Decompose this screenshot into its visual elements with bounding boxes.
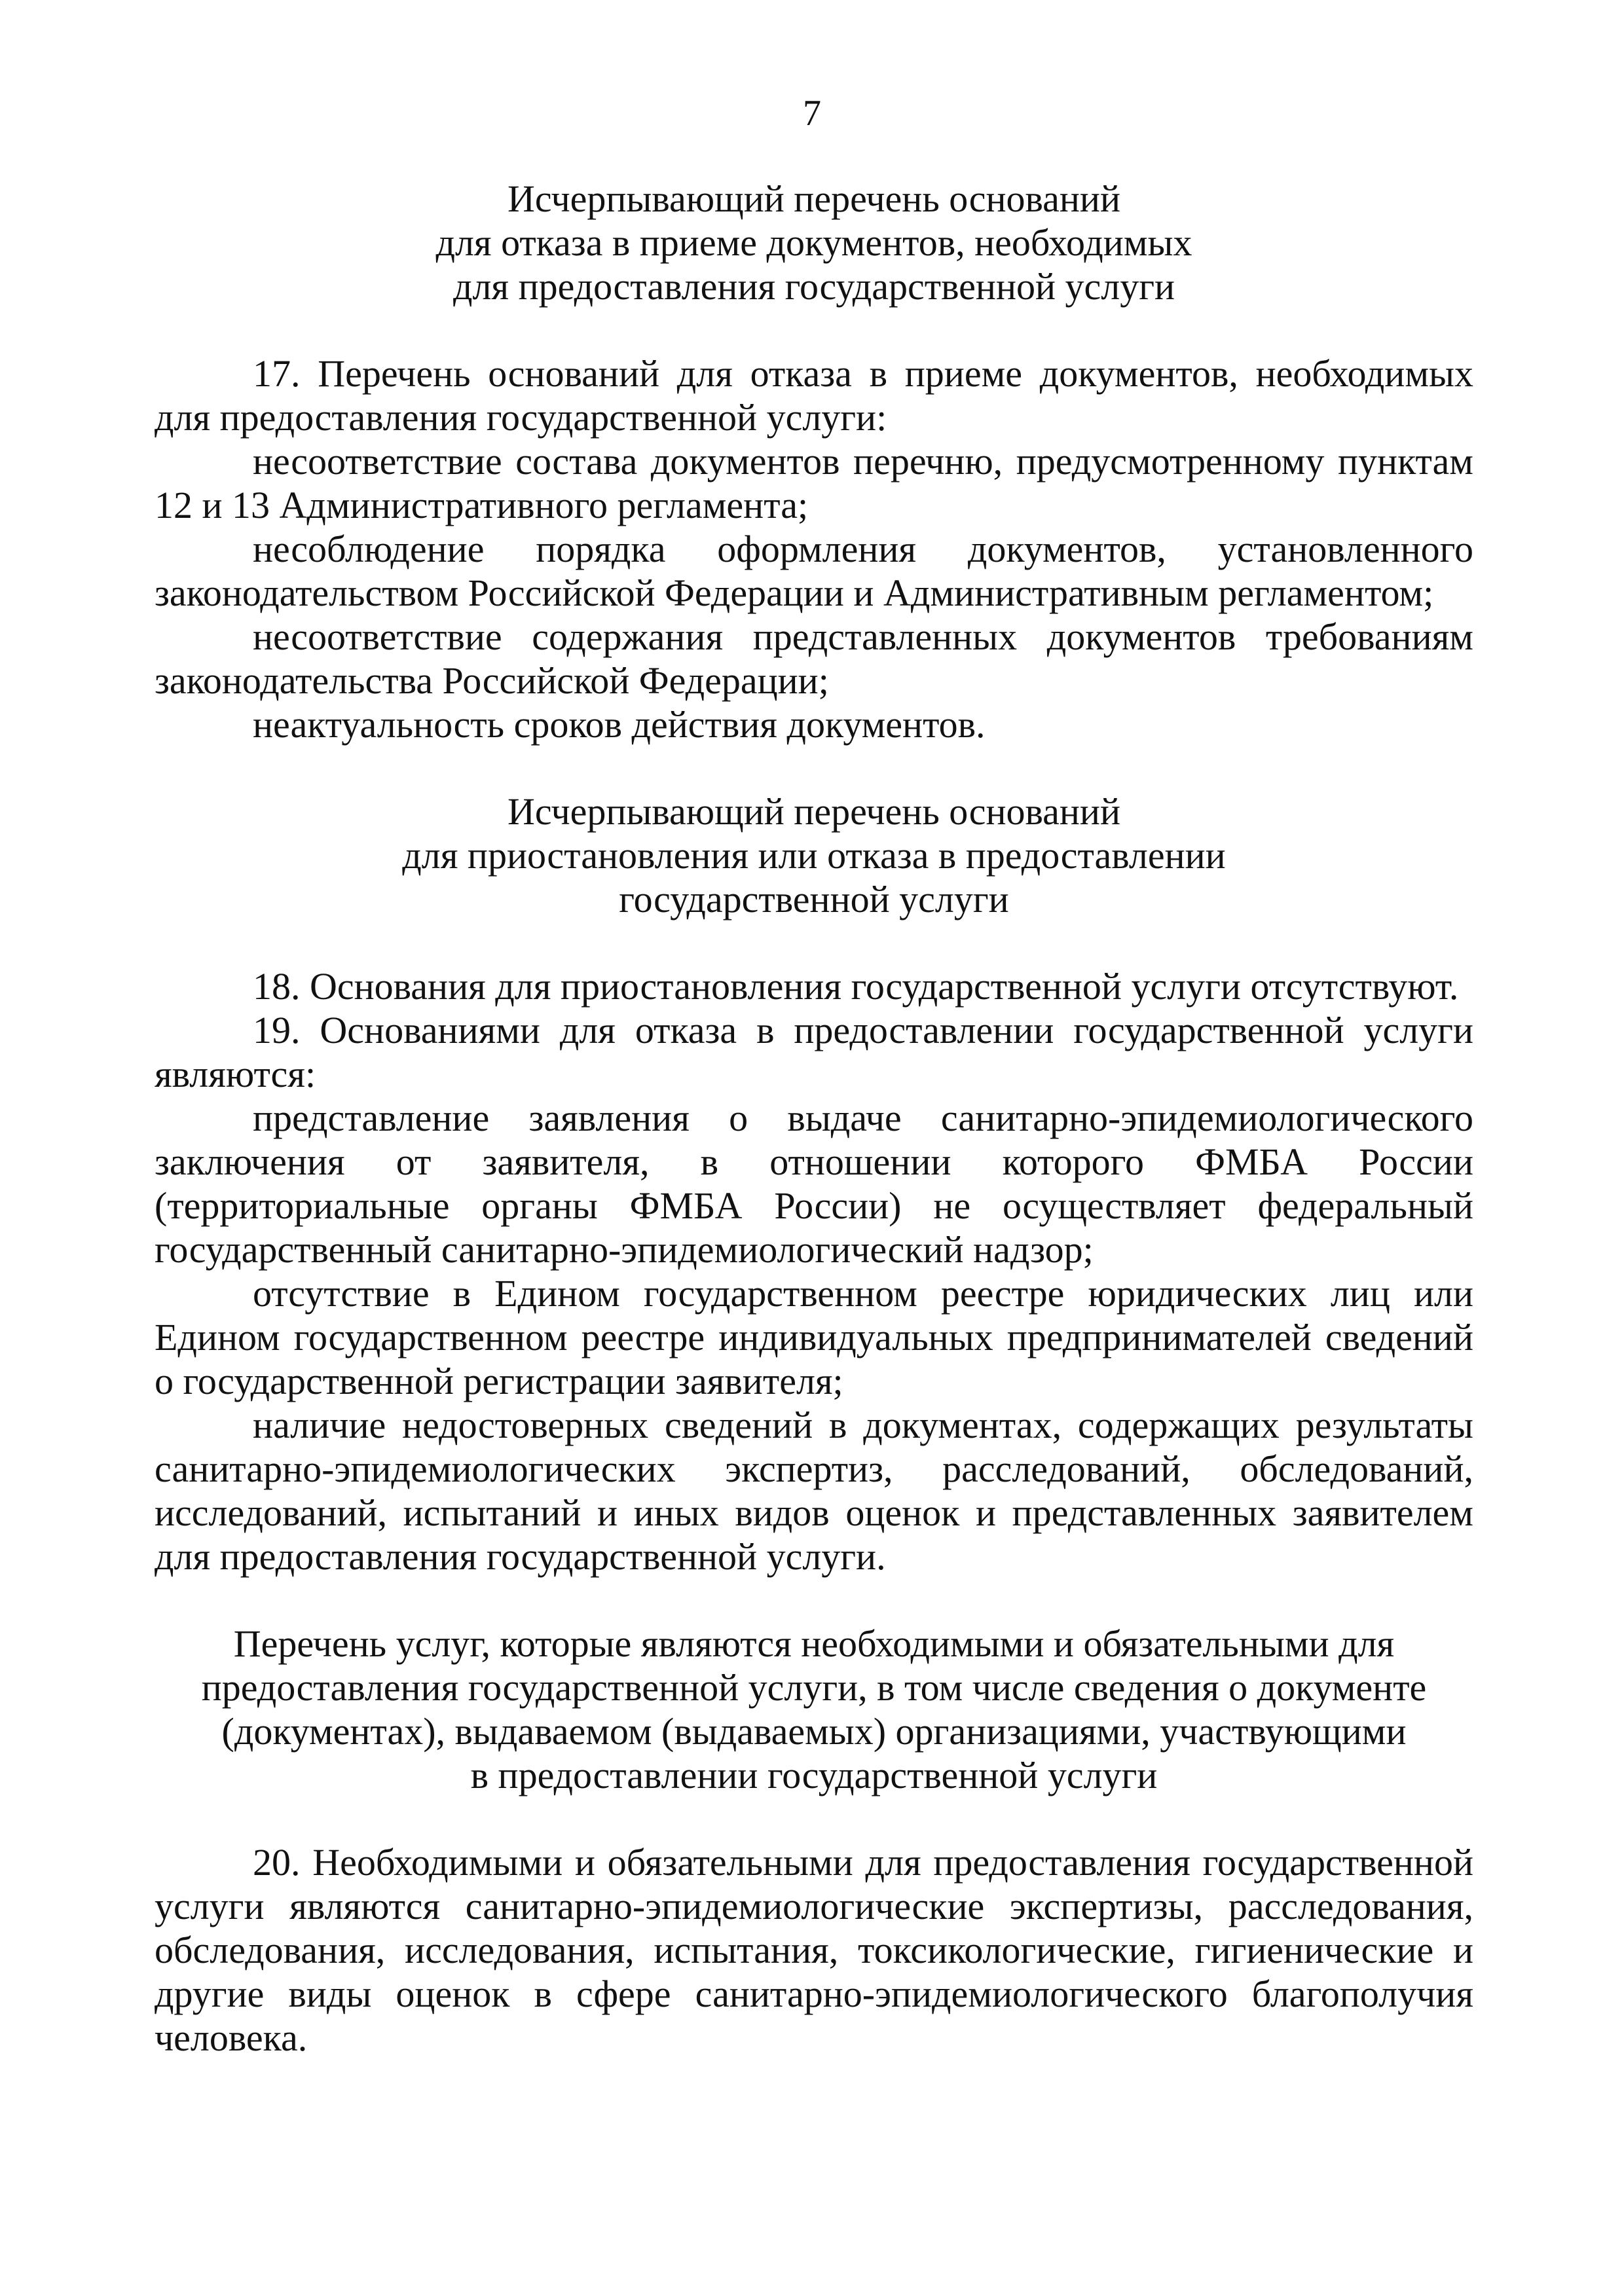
heading-line: для приостановления или отказа в предоставлении xyxy=(402,834,1226,877)
paragraph: отсутствие в Едином государственном реестре юридических лиц или Едином государственном реестре индивидуальных предпринимателей сведений о государственной регистрации заявителя; xyxy=(155,1272,1473,1402)
paragraph: несоблюдение порядка оформления документов, установленного законодательством Российской Федерации и Административным регламентом; xyxy=(155,528,1473,614)
paragraph: представление заявления о выдаче санитарно-эпидемиологического заключения от заявителя, в отношении которого ФМБА России (территориальные органы ФМБА России) не осуществляет федеральный государственный санитарно-эпидемиологический надзор; xyxy=(155,1097,1473,1271)
spacer xyxy=(155,746,1473,790)
paragraph: 20. Необходимыми и обязательными для предоставления государственной услуги являются санитарно-эпидемиологические экспертизы, расследования, обследования, исследования, испытания, токсикологические, гигиенические и другие виды оценок в сфере санитарно-эпидемиологического благополучия человека. xyxy=(155,1841,1473,2059)
section-heading-refusal-reception xyxy=(155,177,1473,308)
spacer xyxy=(155,921,1473,964)
heading-line: в предоставлении государственной услуги xyxy=(470,1754,1158,1796)
paragraph: 17. Перечень оснований для отказа в приеме документов, необходимых для предоставления государственной услуги: xyxy=(155,352,1473,439)
section-heading-necessary-services xyxy=(155,1622,1473,1797)
spacer xyxy=(155,1578,1473,1622)
paragraph: 18. Основания для приостановления государственной услуги отсутствуют. xyxy=(253,965,1459,1008)
section-heading-suspension-refusal xyxy=(155,790,1473,921)
heading-line: Исчерпывающий перечень оснований xyxy=(507,790,1120,833)
heading-line: Перечень услуг, которые являются необходимыми и обязательными для xyxy=(233,1622,1395,1665)
heading-line: государственной услуги xyxy=(619,878,1009,920)
heading-line: предоставления государственной услуги, в том числе сведения о документе xyxy=(201,1666,1427,1709)
heading-line: для предоставления государственной услуги xyxy=(452,265,1175,308)
spacer xyxy=(155,308,1473,352)
paragraph: 19. Основаниями для отказа в предоставлении государственной услуги являются: xyxy=(155,1009,1473,1095)
document-body xyxy=(155,177,1473,2060)
page-number: 7 xyxy=(803,93,821,134)
spacer xyxy=(155,1797,1473,1840)
paragraph: несоответствие содержания представленных документов требованиям законодательства Российской Федерации; xyxy=(155,615,1473,702)
paragraph: несоответствие состава документов перечню, предусмотренному пунктам 12 и 13 Административного регламента; xyxy=(155,440,1473,526)
paragraph: наличие недостоверных сведений в документах, содержащих результаты санитарно-эпидемиологических экспертиз, расследований, обследований, исследований, испытаний и иных видов оценок и представленных заявителем для предоставления государственной услуги. xyxy=(155,1404,1473,1578)
heading-line: Исчерпывающий перечень оснований xyxy=(507,177,1120,220)
heading-line: (документах), выдаваемом (выдаваемых) организациями, участвующими xyxy=(221,1710,1407,1753)
paragraph: неактуальность сроков действия документов. xyxy=(253,703,986,746)
heading-line: для отказа в приеме документов, необходимых xyxy=(435,221,1192,264)
